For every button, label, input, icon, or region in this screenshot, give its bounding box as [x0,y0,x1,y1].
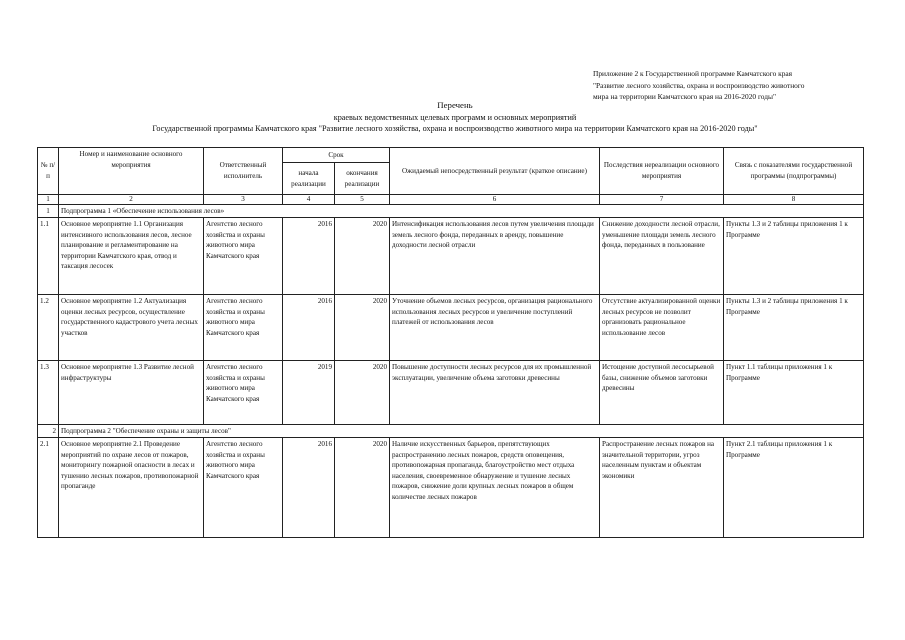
row-consequences: Распространение лесных пожаров на значительной территории, угроз населенным пунктам и объектам экономики [600,438,724,538]
row-no: 2.1 [38,438,59,538]
row-end: 2020 [335,361,390,425]
title-line: Государственной программы Камчатского края "Развитие лесного хозяйства, охрана и воспроизводство животного мира на территории Камчатского края на 2016-2020 годы" [152,124,758,133]
row-result: Интенсификация использования лесов путем увеличения площади земель лесного фонда, переданных в аренду, повышение доходности лесной отрасли [390,218,600,295]
column-index: 1 [38,195,59,205]
header-start: начала реализации [283,163,335,195]
row-start: 2019 [283,361,335,425]
row-result: Наличие искусственных барьеров, препятствующих распространению лесных пожаров, средств оповещения, противопожарная пропаганда, благоустройство мест отдыха населения, своевременное обнаружение и тушение лесных пожаров, снижение доли крупных лесных пожаров в общем количестве лесных пожаров [390,438,600,538]
column-index: 3 [204,195,283,205]
row-link: Пункты 1.3 и 2 таблицы приложения 1 к Программе [724,295,864,361]
table-row [38,361,864,425]
row-start: 2016 [283,438,335,538]
row-consequences: Истощение доступной лесосырьевой базы, снижение объемов заготовки древесины [600,361,724,425]
subprogram-no: 2 [38,425,59,438]
row-executor: Агентство лесного хозяйства и охраны животного мира Камчатского края [204,295,283,361]
header-link: Связь с показателями государственной программы (подпрограммы) [724,148,864,195]
row-consequences: Отсутствие актуализированной оценки лесных ресурсов не позволит организовать рациональное использование лесов [600,295,724,361]
column-index: 8 [724,195,864,205]
document-title [40,100,870,135]
row-link: Пункт 2.1 таблицы приложения 1 к Программе [724,438,864,538]
title-line: Перечень [437,100,473,110]
column-index-row [38,195,864,205]
row-end: 2020 [335,438,390,538]
appendix-line: мира на территории Камчатского края на 2016-2020 годы" [593,92,777,101]
subprogram-row [38,205,864,218]
row-name: Основное мероприятие 2.1 Проведение мероприятий по охране лесов от пожаров, мониторингу пожарной опасности в лесах и тушению лесных пожаров, противопожарной пропаганде [59,438,204,538]
header-result: Ожидаемый непосредственный результат (краткое описание) [390,148,600,195]
header-no: № п/п [38,148,59,195]
row-no: 1.1 [38,218,59,295]
row-executor: Агентство лесного хозяйства и охраны животного мира Камчатского края [204,361,283,425]
appendix-note [593,68,893,103]
row-consequences: Снижение доходности лесной отрасли, уменьшение площади земель лесного фонда, переданных в пользование [600,218,724,295]
column-index: 7 [600,195,724,205]
table-row [38,218,864,295]
row-executor: Агентство лесного хозяйства и охраны животного мира Камчатского края [204,218,283,295]
subprogram-title: Подпрограмма 2 "Обеспечение охраны и защиты лесов" [59,425,864,438]
row-result: Повышение доступности лесных ресурсов для их промышленной эксплуатации, увеличение объема заготовки древесины [390,361,600,425]
measures-table [37,147,864,538]
table-row [38,295,864,361]
row-name: Основное мероприятие 1.2 Актуализация оценки лесных ресурсов, осуществление государственного кадастрового учета лесных участков [59,295,204,361]
row-end: 2020 [335,218,390,295]
row-link: Пункты 1.3 и 2 таблицы приложения 1 к Программе [724,218,864,295]
header-term: Срок [283,148,390,163]
row-name: Основное мероприятие 1.1 Организация интенсивного использования лесов, лесное планирование и регламентирование на территории Камчатского края, отвод и таксация лесосек [59,218,204,295]
row-executor: Агентство лесного хозяйства и охраны животного мира Камчатского края [204,438,283,538]
row-start: 2016 [283,295,335,361]
column-index: 6 [390,195,600,205]
table-row [38,438,864,538]
row-no: 1.3 [38,361,59,425]
column-index: 4 [283,195,335,205]
header-executor: Ответственный исполнитель [204,148,283,195]
row-end: 2020 [335,295,390,361]
appendix-line: Приложение 2 к Государственной программе Камчатского края [593,69,793,78]
row-no: 1.2 [38,295,59,361]
column-index: 2 [59,195,204,205]
header-end: окончания реализации [335,163,390,195]
title-line: краевых ведомственных целевых программ и основных мероприятий [333,112,577,122]
subprogram-no: 1 [38,205,59,218]
appendix-line: "Развитие лесного хозяйства, охрана и воспроизводство животного [593,80,805,90]
row-name: Основное мероприятие 1.3 Развитие лесной инфраструктуры [59,361,204,425]
row-link: Пункт 1.1 таблицы приложения 1 к Программе [724,361,864,425]
subprogram-title: Подпрограмма 1 «Обеспечение использования лесов» [59,205,864,218]
header-name: Номер и наименование основного мероприятия [59,148,204,195]
row-start: 2016 [283,218,335,295]
column-index: 5 [335,195,390,205]
row-result: Уточнение объемов лесных ресурсов, организация рационального использования лесных ресурсов и увеличение поступлений платежей от использования лесов [390,295,600,361]
header-consequences: Последствия нереализации основного мероприятия [600,148,724,195]
subprogram-row [38,425,864,438]
